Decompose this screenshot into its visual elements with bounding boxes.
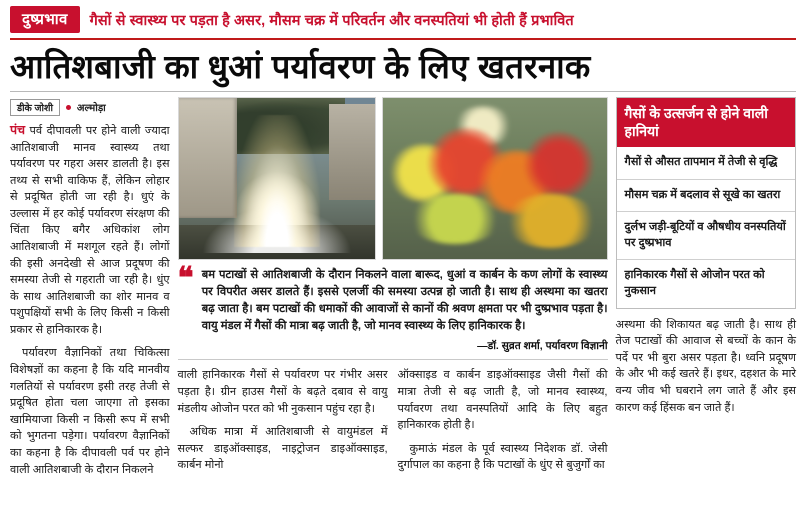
paragraph [398,441,608,474]
blob [407,194,503,244]
byline-place: अल्मोड़ा [76,103,106,115]
main-content [10,97,796,489]
paragraph-text: ऑक्साइड व कार्बन डाइऑक्साइड जैसी गैसों की मात्रा तेजी से बढ़ जाती है, जो मानव स्वास्थ्य, पर्यावरण तथा वनस्पतियों आदि के लिए बहुत हानिकारक होती है। [397,369,608,432]
info-box-item: मौसम चक्र में बदलाव से सूखे का खतरा [617,180,795,212]
photo-colour-smoke [382,97,608,260]
quote-mark-icon: ❝ [177,261,194,295]
byline-author: डीके जोशी [10,99,60,116]
info-box-item: गैसों से औसत तापमान में तेजी से वृद्धि [617,147,795,179]
photo-firework-fountain [178,97,376,260]
article-body-left [10,121,170,478]
paragraph-2-text: पर्यावरण वैज्ञानिकों तथा चिकित्सा विशेषज्ञों का कहना है कि यदि मानवीय गलतियों से पर्यावरण इसी तरह तेजी से प्रदूषित होता चला जाएगा तो इसका खामियाजा किसी न किसी रूप में सभी को भुगतना पड़ेगा। पर्यावरण वैज्ञानिकों का कहना है कि दीपावली पर्व पर होने वाली आतिशबाजी के दौरान निकलने [10,347,170,476]
left-column [10,97,170,489]
photo-colour-blobs [383,98,607,259]
column-b-left [178,367,388,480]
middle-column [178,97,608,489]
info-box [616,97,796,309]
middle-bottom-columns [178,367,608,480]
quote-text: बम पटाखों से आतिशबाजी के दौरान निकलने वाला बारूद, धुआं व कार्बन के कण लोगों के स्वास्थ्य पर विपरीत असर डालते हैं। इससे एलर्जी की समस्या उत्पन्न हो जाती है। साथ ही अस्थमा का खतरा बढ़ जाता है। बम पटाखों की धमाकों की आवाजों से कानों की श्रवण क्षमता पर भी दुष्प्रभाव पड़ता है। वायु मंडल में गैसों की मात्रा बढ़ जाती है, जो मानव स्वास्थ्य के लिए हानिकारक है। [201,268,608,333]
byline [10,99,170,116]
page-title: आतिशबाजी का धुआं पर्यावरण के लिए खतरनाक [10,42,796,92]
quote-attribution: —डॉ. सुव्रत शर्मा, पर्यावरण विज्ञानी [477,340,608,353]
photo-row [178,97,608,260]
kicker-bar [10,6,796,40]
paragraph-text: अधिक मात्रा में आतिशबाजी से वायुमंडल में सल्फर डाइऑक्साइड, नाइट्रोजन डाइऑक्साइड, कार्बन मोनो [177,426,388,472]
right-column [616,97,796,489]
blob [503,194,599,248]
blob [523,132,595,198]
lead-word: पंच [10,122,26,137]
photo-fountain-flame [234,115,320,247]
paragraph-1-text: पर्व दीपावली पर होने वाली ज्यादा आतिशबाजी मानव स्वास्थ्य तथा पर्यावरण पर गहरा असर डालती है। इस तथ्य से सभी वाकिफ हैं, लेकिन लोहार से प्रदूषित होती जा रही है। धुएं के उल्लास में हर कोई पर्यावरण संरक्षण की चिंता किए बगैर अधिकांश लोग आतिशबाजी में मशगूल रहते हैं। लोगों की इसी अनदेखी से आज प्रदूषण की समस्या तेजी से गहराती जा रही है। धुंए के साथ आतिशबाजी का शोर मानव व पशुपक्षियों सभी के लिए किसी न किसी प्रकार से हानिकारक है। [10,124,170,336]
info-box-item: हानिकारक गैसों से ओजोन परत को नुकसान [624,269,765,298]
column-b-right [398,367,608,480]
paragraph [178,424,388,474]
paragraph [616,317,796,416]
info-box-item: दुर्लभ जड़ी-बूटियों व औषधीय वनस्पतियों पर दुष्प्रभाव [617,212,795,260]
pull-quote [177,261,608,360]
paragraph-text: अस्थमा की शिकायत बढ़ जाती है। साथ ही तेज पटाखों की आवाज से बच्चों के कान के पर्दे पर भी बुरा असर पड़ता है। ध्वनि प्रदूषण के और भी कई खतरे हैं। इधर, दहशत के मारे वन्य जीव भी घबराने लग जाते हैं और इस कारण कई हिंसक बन जाते हैं। [615,318,796,414]
paragraph-text: कुमाऊं मंडल के पूर्व स्वास्थ्य निदेशक डॉ. जेसी दुर्गापाल का कहना है कि पटाखों के धुंए से बुजुर्गों का [397,442,608,472]
kicker-text: गैसों से स्वास्थ्य पर पड़ता है असर, मौसम चक्र में परिवर्तन और वनस्पतियां भी होती हैं प्रभावित [89,12,574,29]
paragraph [398,367,608,433]
paragraph [178,367,388,417]
paragraph-2 [10,345,170,478]
photo-wall-right [329,104,375,200]
paragraph-text: वाली हानिकारक गैसों से पर्यावरण पर गंभीर असर पड़ता है। ग्रीन हाउस गैसों के बढ़ते दबाव से वायु मंडलीय ओजोन परत को भी नुकसान पहुंच रहा है। [177,369,388,415]
photo-wall-left [179,98,237,218]
kicker-badge: दुष्प्रभाव [10,6,80,33]
paragraph [10,121,170,339]
info-box-title: गैसों के उत्सर्जन से होने वाली हानियां [617,98,795,147]
right-column-text [616,317,796,416]
bullet-icon [66,105,71,110]
